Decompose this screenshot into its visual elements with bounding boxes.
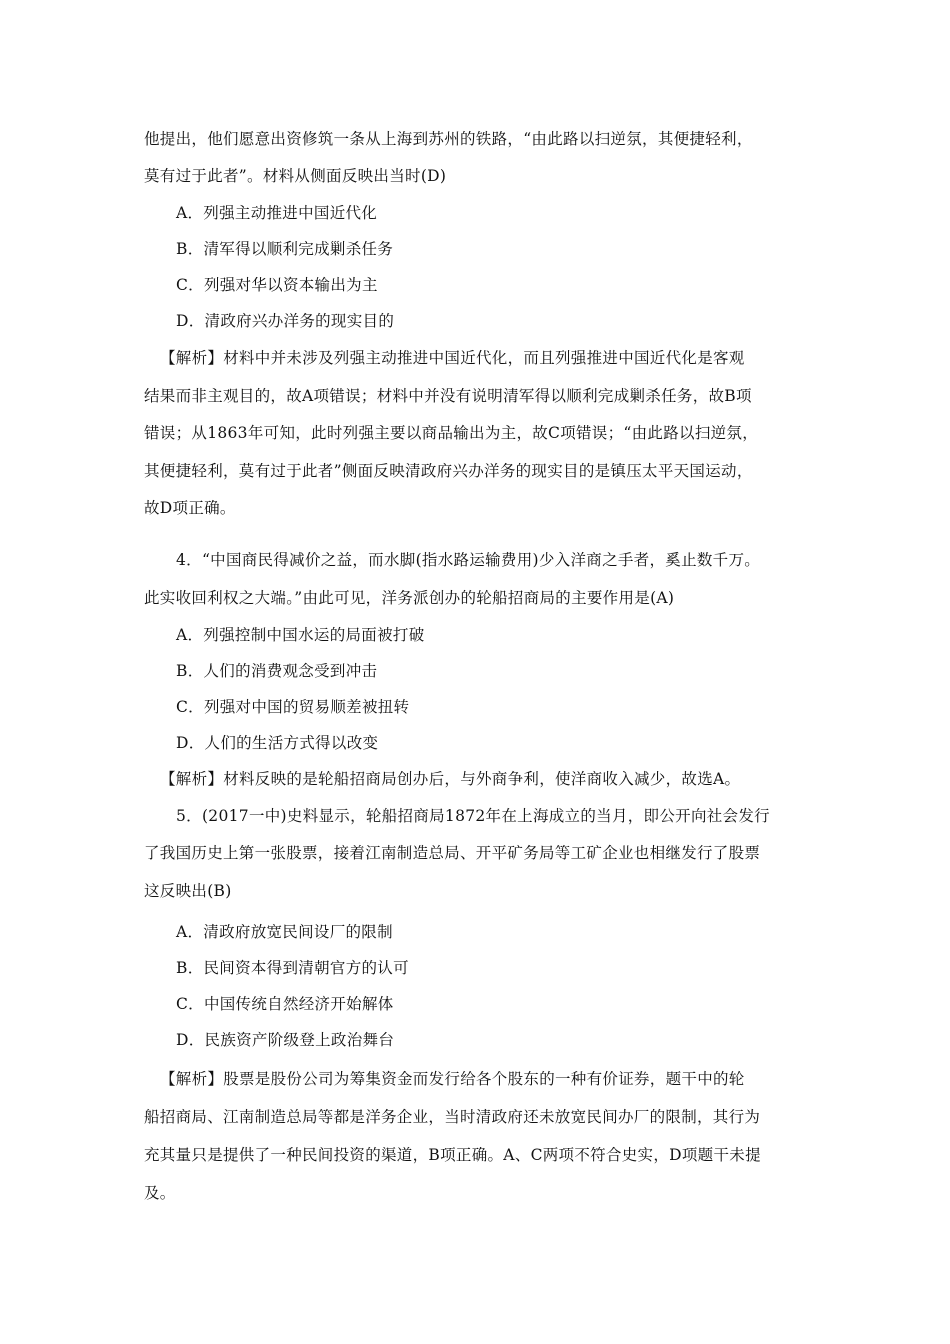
- q5-stem-line-3: 这反映出(B): [144, 882, 232, 900]
- q4-option-d: D．人们的生活方式得以改变: [176, 734, 379, 752]
- q3-analysis-line-3: 错误；从1863年可知，此时列强主要以商品输出为主，故C项错误；“由此路以扫逆氛，: [144, 424, 759, 442]
- q4-option-a: A．列强控制中国水运的局面被打破: [176, 626, 425, 644]
- q4-option-b: B．人们的消费观念受到冲击: [176, 662, 378, 680]
- q3-analysis-line-5: 故D项正确。: [144, 499, 236, 517]
- q5-analysis-line-2: 船招商局、江南制造总局等都是洋务企业，当时清政府还未放宽民间办厂的限制，其行为: [144, 1108, 761, 1126]
- q3-stem-line-2: 莫有过于此者”。材料从侧面反映出当时(D): [144, 167, 447, 185]
- q4-analysis-line-1: 【解析】材料反映的是轮船招商局创办后，与外商争利，使洋商收入减少，故选A。: [160, 770, 741, 788]
- q5-option-d: D．民族资产阶级登上政治舞台: [176, 1031, 395, 1049]
- q3-option-d: D．清政府兴办洋务的现实目的: [176, 312, 395, 330]
- q5-stem-line-1: 5．(2017一中)史料显示，轮船招商局1872年在上海成立的当月，即公开向社会发行: [176, 807, 770, 825]
- q3-analysis-line-2: 结果而非主观目的，故A项错误；材料中并没有说明清军得以顺利完成剿杀任务，故B项: [144, 387, 752, 405]
- q3-option-c: C．列强对华以资本输出为主: [176, 276, 378, 294]
- q3-analysis-line-4: 其便捷轻利，莫有过于此者”侧面反映清政府兴办洋务的现实目的是镇压太平天国运动，: [144, 462, 753, 480]
- q5-analysis-line-4: 及。: [144, 1184, 176, 1202]
- q5-analysis-line-1: 【解析】股票是股份公司为筹集资金而发行给各个股东的一种有价证券，题干中的轮: [160, 1070, 745, 1088]
- q3-option-b: B．清军得以顺利完成剿杀任务: [176, 240, 394, 258]
- q4-option-c: C．列强对中国的贸易顺差被扭转: [176, 698, 410, 716]
- q3-analysis-line-1: 【解析】材料中并未涉及列强主动推进中国近代化，而且列强推进中国近代化是客观: [160, 349, 745, 367]
- q3-option-a: A．列强主动推进中国近代化: [176, 204, 378, 222]
- q3-stem-line-1: 他提出，他们愿意出资修筑一条从上海到苏州的铁路，“由此路以扫逆氛，其便捷轻利，: [144, 130, 753, 148]
- q5-option-a: A．清政府放宽民间设厂的限制: [176, 923, 393, 941]
- q4-stem-line-2: 此实收回利权之大端。”由此可见，洋务派创办的轮船招商局的主要作用是(A): [144, 589, 675, 607]
- q5-stem-line-2: 了我国历史上第一张股票，接着江南制造总局、开平矿务局等工矿企业也相继发行了股票: [144, 844, 761, 862]
- q4-stem-line-1: 4．“中国商民得减价之益，而水脚(指水路运输费用)少入洋商之手者，奚止数千万。: [176, 551, 761, 569]
- q5-analysis-line-3: 充其量只是提供了一种民间投资的渠道，B项正确。A、C两项不符合史实，D项题干未提: [144, 1146, 761, 1164]
- q5-option-c: C．中国传统自然经济开始解体: [176, 995, 394, 1013]
- q5-option-b: B．民间资本得到清朝官方的认可: [176, 959, 409, 977]
